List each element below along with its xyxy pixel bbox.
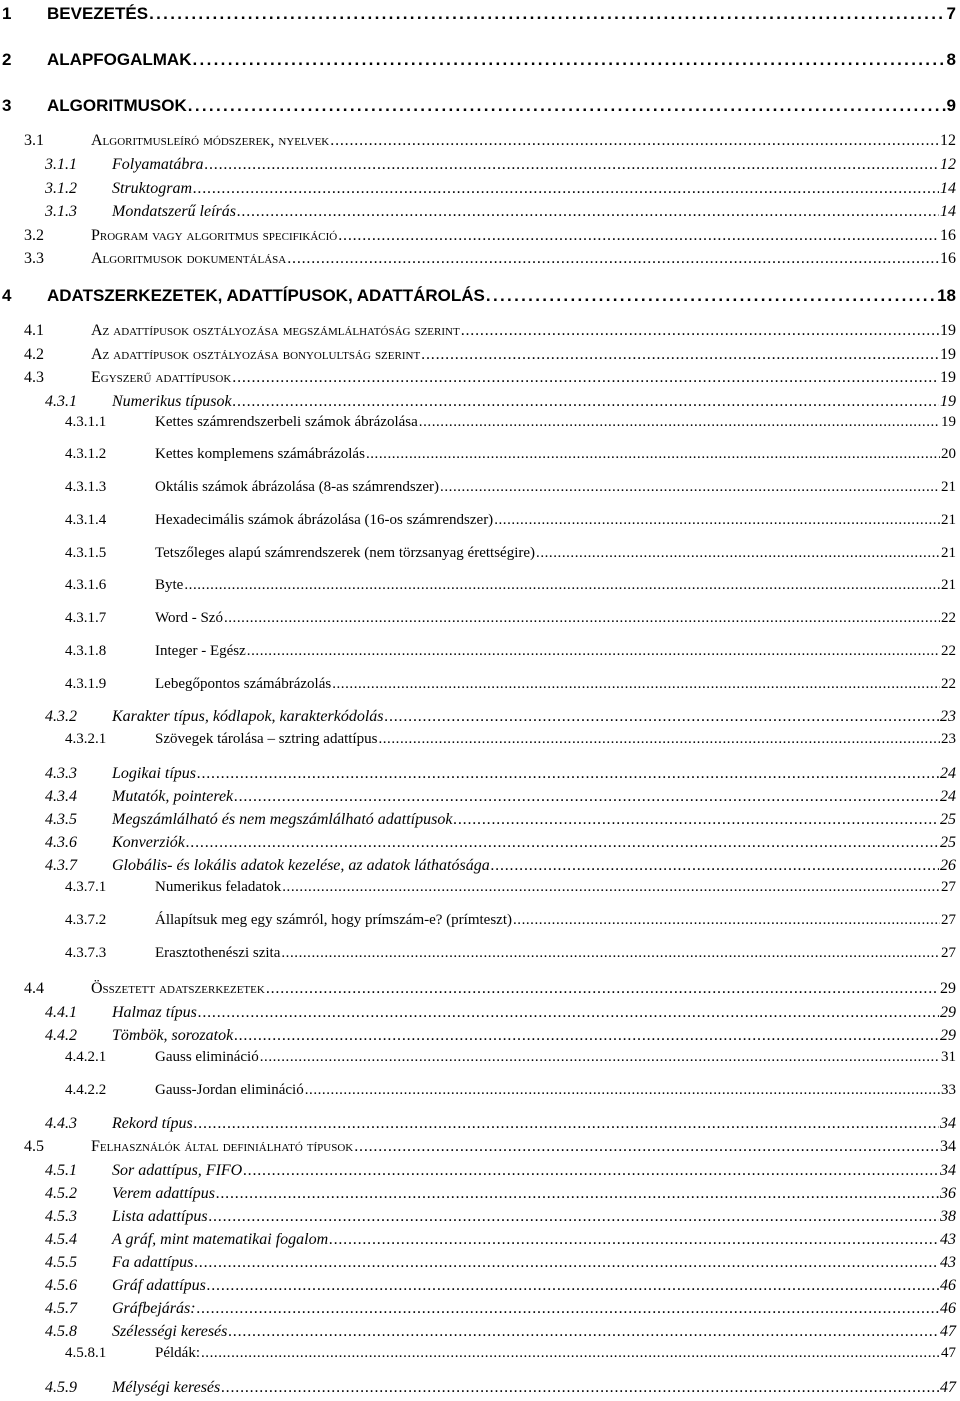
dot-leader: [330, 132, 939, 150]
toc-entry-title: Kettes komplemens számábrázolás: [155, 446, 365, 462]
toc-entry-number: 4: [2, 286, 12, 305]
toc-entry-content: [112, 203, 956, 221]
toc-entry-content: [155, 1082, 956, 1099]
toc-entry-number: 4.5.8.1: [65, 1345, 107, 1361]
toc-entry-number: 4.5.8: [45, 1323, 77, 1340]
toc-entry[interactable]: [0, 286, 960, 310]
toc-entry[interactable]: [0, 857, 960, 879]
toc-entry-content: [155, 731, 956, 748]
toc-entry-content: [91, 250, 956, 268]
toc-entry-page: 29: [940, 1027, 956, 1044]
dot-leader: [513, 912, 940, 929]
toc-entry-title: Szövegek tárolása – sztring adattípus: [155, 731, 378, 747]
toc-entry-title: Felhasználók által definiálható típusok: [91, 1138, 354, 1155]
toc-entry-content: [112, 1162, 956, 1180]
toc-entry-content: [112, 1004, 956, 1022]
toc-entry-page: 22: [941, 610, 956, 626]
toc-entry-title: Word - Szó: [155, 610, 223, 626]
toc-entry[interactable]: [0, 765, 960, 787]
toc-entry[interactable]: [0, 1300, 960, 1322]
toc-entry-number: 4.3.4: [45, 788, 77, 805]
toc-entry-content: [155, 1345, 956, 1362]
toc-entry-page: 19: [940, 322, 956, 339]
toc-entry-page: 7: [946, 4, 956, 23]
toc-entry-content: [91, 369, 956, 387]
toc-entry-number: 4.5.1: [45, 1162, 77, 1179]
toc-entry[interactable]: [0, 1049, 960, 1071]
toc-entry[interactable]: [0, 676, 960, 698]
toc-entry-content: [47, 4, 956, 24]
toc-entry-content: [155, 414, 956, 431]
toc-entry-number: 4.3.7: [45, 857, 77, 874]
toc-entry-number: 4.5.4: [45, 1231, 77, 1248]
toc-entry-page: 27: [941, 879, 956, 895]
toc-entry[interactable]: [0, 834, 960, 856]
toc-entry-page: 19: [941, 414, 956, 430]
toc-entry-title: Rekord típus: [112, 1115, 193, 1132]
dot-leader: [194, 1254, 939, 1272]
toc-entry-title: Algoritmusok dokumentálása: [91, 250, 287, 267]
toc-entry-number: 4.5.9: [45, 1379, 77, 1396]
dot-leader: [194, 1115, 939, 1133]
toc-entry-page: 27: [941, 912, 956, 928]
toc-entry-content: [112, 788, 956, 806]
toc-entry[interactable]: [0, 346, 960, 368]
toc-entry-content: [91, 322, 956, 340]
toc-entry-number: 4.4.1: [45, 1004, 77, 1021]
toc-entry-number: 4.3.1.8: [65, 643, 107, 659]
toc-entry[interactable]: [0, 811, 960, 833]
toc-entry-number: 4.4.2.1: [65, 1049, 107, 1065]
toc-entry-page: 33: [941, 1082, 956, 1098]
toc-entry-page: 9: [946, 96, 956, 115]
toc-entry-number: 4.4.2: [45, 1027, 77, 1044]
toc-entry-number: 4.5.2: [45, 1185, 77, 1202]
toc-entry-content: [112, 811, 956, 829]
dot-leader: [221, 1379, 939, 1397]
toc-entry-page: 43: [940, 1254, 956, 1271]
toc-entry-page: 26: [940, 857, 956, 874]
dot-leader: [149, 4, 945, 24]
toc-entry-title: Mutatók, pointerek: [112, 788, 234, 805]
toc-entry-number: 2: [2, 50, 12, 69]
toc-entry-title: Lista adattípus: [112, 1208, 208, 1225]
toc-entry[interactable]: [0, 1231, 960, 1253]
toc-entry-number: 4.1: [24, 322, 44, 339]
toc-entry-content: [112, 765, 956, 783]
dot-leader: [228, 1323, 939, 1341]
toc-entry[interactable]: [0, 227, 960, 249]
toc-entry-content: [155, 512, 956, 529]
toc-entry-number: 4.4.2.2: [65, 1082, 107, 1098]
dot-leader: [486, 286, 936, 306]
toc-entry-page: 34: [940, 1138, 956, 1155]
toc-entry-title: Fa adattípus: [112, 1254, 194, 1271]
toc-entry-page: 14: [940, 203, 956, 220]
toc-entry[interactable]: [0, 446, 960, 468]
dot-leader: [193, 180, 939, 198]
toc-entry-title: Folyamatábra: [112, 156, 204, 173]
toc-entry-number: 4.3.2.1: [65, 731, 107, 747]
toc-entry-title: Kettes számrendszerbeli számok ábrázolása: [155, 414, 418, 430]
dot-leader: [205, 156, 939, 174]
toc-entry[interactable]: [0, 879, 960, 901]
toc-entry-title: Algoritmusleíró módszerek, nyelvek: [91, 132, 330, 149]
toc-entry[interactable]: [0, 414, 960, 436]
toc-entry-number: 4.3.7.2: [65, 912, 107, 928]
toc-entry[interactable]: [0, 156, 960, 178]
toc-entry-title: Logikai típus: [112, 765, 197, 782]
toc-entry-page: 29: [940, 980, 956, 997]
toc-entry-content: [47, 286, 956, 306]
toc-entry-number: 3.1: [24, 132, 44, 149]
toc-entry[interactable]: [0, 132, 960, 154]
toc-entry-content: [155, 643, 956, 660]
dot-leader: [197, 765, 939, 783]
toc-entry[interactable]: [0, 322, 960, 344]
toc-entry-number: 4.3.1.5: [65, 545, 107, 561]
toc-entry-number: 4.3.1.9: [65, 676, 107, 692]
toc-entry-page: 31: [941, 1049, 956, 1065]
dot-leader: [198, 1004, 939, 1022]
toc-entry-title: Összetett adatszerkezetek: [91, 980, 265, 997]
toc-entry[interactable]: [0, 980, 960, 1002]
toc-entry-page: 14: [940, 180, 956, 197]
dot-leader: [224, 610, 940, 627]
dot-leader: [453, 811, 939, 829]
toc-entry-content: [112, 1115, 956, 1133]
toc-entry-title: Egyszerű adattípusok: [91, 369, 232, 386]
toc-entry-page: 36: [940, 1185, 956, 1202]
toc-entry-page: 43: [940, 1231, 956, 1248]
toc-entry-page: 21: [941, 577, 956, 593]
toc-entry-content: [47, 96, 956, 116]
toc-entry[interactable]: [0, 788, 960, 810]
toc-entry-page: 23: [940, 708, 956, 725]
toc-entry-number: 4.3.1.2: [65, 446, 107, 462]
toc-entry-page: 27: [941, 945, 956, 961]
toc-entry[interactable]: [0, 643, 960, 665]
dot-leader: [305, 1082, 940, 1099]
toc-entry-number: 3: [2, 96, 12, 115]
toc-entry-page: 46: [940, 1277, 956, 1294]
toc-entry-title: ADATSZERKEZETEK, ADATTÍPUSOK, ADATTÁROLÁS: [47, 286, 485, 305]
toc-entry-number: 3.1.3: [45, 203, 77, 220]
toc-entry-page: 12: [940, 132, 956, 149]
toc-entry-content: [112, 1231, 956, 1249]
toc-entry-title: Az adattípusok osztályozása megszámlálhatóság szerint: [91, 322, 460, 339]
dot-leader: [332, 676, 940, 693]
toc-entry-number: 4.5.3: [45, 1208, 77, 1225]
toc-entry-title: Állapítsuk meg egy számról, hogy prímszám-e? (prímteszt): [155, 912, 512, 928]
toc-entry[interactable]: [0, 1277, 960, 1299]
toc-entry-number: 4.3.1.7: [65, 610, 107, 626]
toc-entry-number: 4.5.6: [45, 1277, 77, 1294]
toc-entry-page: 24: [940, 765, 956, 782]
toc-entry-content: [47, 50, 956, 70]
dot-leader: [366, 446, 940, 463]
toc-entry-page: 22: [941, 676, 956, 692]
toc-entry-number: 4.3: [24, 369, 44, 386]
toc-entry-title: Gráfbejárás:: [112, 1300, 196, 1317]
dot-leader: [237, 203, 939, 221]
toc-entry[interactable]: [0, 180, 960, 202]
toc-entry-number: 3.1.1: [45, 156, 77, 173]
dot-leader: [247, 643, 940, 660]
dot-leader: [282, 879, 940, 896]
dot-leader: [233, 393, 939, 411]
toc-entry[interactable]: [0, 708, 960, 730]
toc-entry[interactable]: [0, 731, 960, 753]
toc-entry-content: [91, 980, 956, 998]
toc-entry-title: Gauss-Jordan elimináció: [155, 1082, 304, 1098]
toc-entry-title: ALAPFOGALMAK: [47, 50, 192, 69]
dot-leader: [461, 322, 939, 340]
dot-leader: [329, 1231, 939, 1249]
toc-entry-title: Numerikus típusok: [112, 393, 232, 410]
toc-entry-title: Lebegőpontos számábrázolás: [155, 676, 332, 692]
toc-entry[interactable]: [0, 1115, 960, 1137]
toc-entry-page: 46: [940, 1300, 956, 1317]
toc-entry-content: [112, 834, 956, 852]
toc-entry-page: 16: [940, 227, 956, 244]
toc-entry[interactable]: [0, 4, 960, 28]
toc-entry-content: [91, 227, 956, 245]
toc-entry-page: 47: [940, 1379, 956, 1396]
toc-entry-page: 19: [940, 346, 956, 363]
toc-entry-number: 4.5: [24, 1138, 44, 1155]
toc-entry-number: 4.3.5: [45, 811, 77, 828]
toc-entry-title: Mondatszerű leírás: [112, 203, 236, 220]
toc-entry-page: 12: [940, 156, 956, 173]
toc-entry[interactable]: [0, 50, 960, 74]
toc-entry-number: 4.4.3: [45, 1115, 77, 1132]
toc-entry-content: [155, 912, 956, 929]
toc-entry-content: [112, 1185, 956, 1203]
dot-leader: [216, 1185, 939, 1203]
toc-entry-content: [112, 180, 956, 198]
toc-entry-page: 21: [941, 545, 956, 561]
dot-leader: [287, 250, 939, 268]
toc-entry-page: 23: [941, 731, 956, 747]
toc-entry-page: 47: [940, 1323, 956, 1340]
toc-entry-page: 25: [940, 834, 956, 851]
dot-leader: [536, 545, 940, 562]
toc-entry-content: [91, 346, 956, 364]
toc-entry[interactable]: [0, 1027, 960, 1049]
toc-entry-title: Megszámlálható és nem megszámlálható adattípusok: [112, 811, 453, 828]
toc-entry[interactable]: [0, 1208, 960, 1230]
toc-entry[interactable]: [0, 393, 960, 415]
toc-entry-title: Sor adattípus, FIFO: [112, 1162, 243, 1179]
dot-leader: [338, 227, 939, 245]
dot-leader: [201, 1345, 940, 1362]
toc-entry-page: 25: [940, 811, 956, 828]
toc-entry-content: [155, 610, 956, 627]
toc-entry-number: 4.3.7.3: [65, 945, 107, 961]
dot-leader: [234, 788, 939, 806]
toc-entry-number: 3.2: [24, 227, 44, 244]
dot-leader: [281, 945, 940, 962]
toc-entry-page: 34: [940, 1115, 956, 1132]
toc-entry-content: [155, 1049, 956, 1066]
dot-leader: [440, 479, 940, 496]
dot-leader: [243, 1162, 939, 1180]
dot-leader: [266, 980, 939, 998]
toc-entry[interactable]: [0, 545, 960, 567]
toc-entry-page: 38: [940, 1208, 956, 1225]
toc-entry-title: Tetszőleges alapú számrendszerek (nem törzsanyag érettségire): [155, 545, 536, 561]
dot-leader: [378, 731, 940, 748]
toc-entry-content: [112, 1208, 956, 1226]
toc-entry-number: 1: [2, 4, 12, 23]
toc-entry[interactable]: [0, 96, 960, 120]
toc-entry[interactable]: [0, 1323, 960, 1345]
toc-entry[interactable]: [0, 610, 960, 632]
toc-entry-title: Globális- és lokális adatok kezelése, az adatok láthatósága: [112, 857, 490, 874]
toc-entry-number: 4.3.1.3: [65, 479, 107, 495]
toc-entry[interactable]: [0, 1082, 960, 1104]
toc-entry-number: 4.5.5: [45, 1254, 77, 1271]
toc-entry-number: 3.1.2: [45, 180, 77, 197]
toc-entry-content: [155, 676, 956, 693]
toc-entry-number: 4.3.1.1: [65, 414, 107, 430]
toc-entry[interactable]: [0, 1254, 960, 1276]
toc-entry[interactable]: [0, 1185, 960, 1207]
toc-entry-content: [112, 156, 956, 174]
toc-entry-page: 21: [941, 512, 956, 528]
toc-entry-content: [155, 577, 956, 594]
toc-entry-title: Tömbök, sorozatok: [112, 1027, 234, 1044]
toc-entry-title: BEVEZETÉS: [47, 4, 149, 23]
dot-leader: [354, 1138, 939, 1156]
toc-entry-number: 4.3.7.1: [65, 879, 107, 895]
toc-entry-page: 19: [940, 369, 956, 386]
toc-entry-page: 47: [941, 1345, 956, 1361]
toc-entry-title: Oktális számok ábrázolása (8-as számrendszer): [155, 479, 440, 495]
toc-entry[interactable]: [0, 1138, 960, 1160]
dot-leader: [232, 369, 939, 387]
dot-leader: [385, 708, 939, 726]
toc-entry-title: Hexadecimális számok ábrázolása (16-os számrendszer): [155, 512, 494, 528]
toc-entry-content: [155, 545, 956, 562]
toc-entry[interactable]: [0, 479, 960, 501]
toc-entry-number: 4.2: [24, 346, 44, 363]
dot-leader: [234, 1027, 939, 1045]
toc-entry[interactable]: [0, 1004, 960, 1026]
toc-entry-title: A gráf, mint matematikai fogalom: [112, 1231, 329, 1248]
toc-entry-content: [112, 1323, 956, 1341]
toc-entry-title: Integer - Egész: [155, 643, 246, 659]
toc-entry-title: Struktogram: [112, 180, 192, 197]
toc-entry[interactable]: [0, 203, 960, 225]
toc-entry-page: 21: [941, 479, 956, 495]
toc-entry-title: Erasztothenészi szita: [155, 945, 281, 961]
toc-entry-content: [155, 879, 956, 896]
toc-entry-content: [91, 132, 956, 150]
dot-leader: [207, 1277, 939, 1295]
toc-entry[interactable]: [0, 250, 960, 272]
toc-entry-number: 4.3.1.4: [65, 512, 107, 528]
dot-leader: [197, 1300, 939, 1318]
toc-entry-content: [112, 1379, 956, 1397]
toc-entry[interactable]: [0, 912, 960, 934]
toc-entry-page: 29: [940, 1004, 956, 1021]
toc-entry-content: [155, 479, 956, 496]
toc-entry[interactable]: [0, 1345, 960, 1367]
dot-leader: [188, 96, 946, 116]
toc-entry-title: Karakter típus, kódlapok, karakterkódolás: [112, 708, 384, 725]
dot-leader: [209, 1208, 939, 1226]
toc-entry-number: 4.3.1: [45, 393, 77, 410]
toc-entry-title: Példák:: [155, 1345, 200, 1361]
dot-leader: [491, 857, 939, 875]
toc-entry-title: Az adattípusok osztályozása bonyolultság szerint: [91, 346, 421, 363]
toc-entry-title: ALGORITMUSOK: [47, 96, 187, 115]
toc-entry-page: 18: [937, 286, 956, 305]
toc-entry-content: [112, 1027, 956, 1045]
toc-entry-page: 24: [940, 788, 956, 805]
toc-entry-title: Szélességi keresés: [112, 1323, 228, 1340]
toc-entry-title: Byte: [155, 577, 184, 593]
toc-entry-title: Konverziók: [112, 834, 185, 851]
toc-entry-content: [112, 857, 956, 875]
dot-leader: [260, 1049, 940, 1066]
toc-entry-page: 8: [946, 50, 956, 69]
toc-entry[interactable]: [0, 945, 960, 967]
toc-entry-content: [112, 708, 956, 726]
toc-entry-title: Numerikus feladatok: [155, 879, 282, 895]
toc-entry-content: [112, 1277, 956, 1295]
dot-leader: [184, 577, 940, 594]
toc-entry-content: [91, 1138, 956, 1156]
toc-entry-number: 4.3.3: [45, 765, 77, 782]
toc-entry-number: 4.4: [24, 980, 44, 997]
dot-leader: [421, 346, 939, 364]
toc-entry-title: Mélységi keresés: [112, 1379, 221, 1396]
toc-entry[interactable]: [0, 512, 960, 534]
toc-entry-number: 3.3: [24, 250, 44, 267]
dot-leader: [419, 414, 940, 431]
toc-entry[interactable]: [0, 1162, 960, 1184]
toc-entry-page: 34: [940, 1162, 956, 1179]
dot-leader: [494, 512, 940, 529]
toc-entry[interactable]: [0, 577, 960, 599]
toc-entry-content: [112, 1254, 956, 1272]
toc-entry-title: Verem adattípus: [112, 1185, 215, 1202]
toc-entry-content: [155, 446, 956, 463]
toc-entry-content: [112, 1300, 956, 1318]
toc-entry-title: Gauss elimináció: [155, 1049, 259, 1065]
toc-entry-title: Program vagy algoritmus specifikáció: [91, 227, 338, 244]
toc-entry-number: 4.3.2: [45, 708, 77, 725]
toc-entry-page: 22: [941, 643, 956, 659]
toc-entry-number: 4.5.7: [45, 1300, 77, 1317]
toc-entry-page: 19: [940, 393, 956, 410]
toc-entry[interactable]: [0, 369, 960, 391]
toc-entry-page: 16: [940, 250, 956, 267]
toc-entry-number: 4.3.1.6: [65, 577, 107, 593]
toc-entry-content: [112, 393, 956, 411]
toc-entry-title: Gráf adattípus: [112, 1277, 206, 1294]
toc-entry-content: [155, 945, 956, 962]
toc-entry-page: 20: [941, 446, 956, 462]
dot-leader: [192, 50, 945, 70]
toc-entry-number: 4.3.6: [45, 834, 77, 851]
dot-leader: [186, 834, 939, 852]
toc-entry-title: Halmaz típus: [112, 1004, 197, 1021]
